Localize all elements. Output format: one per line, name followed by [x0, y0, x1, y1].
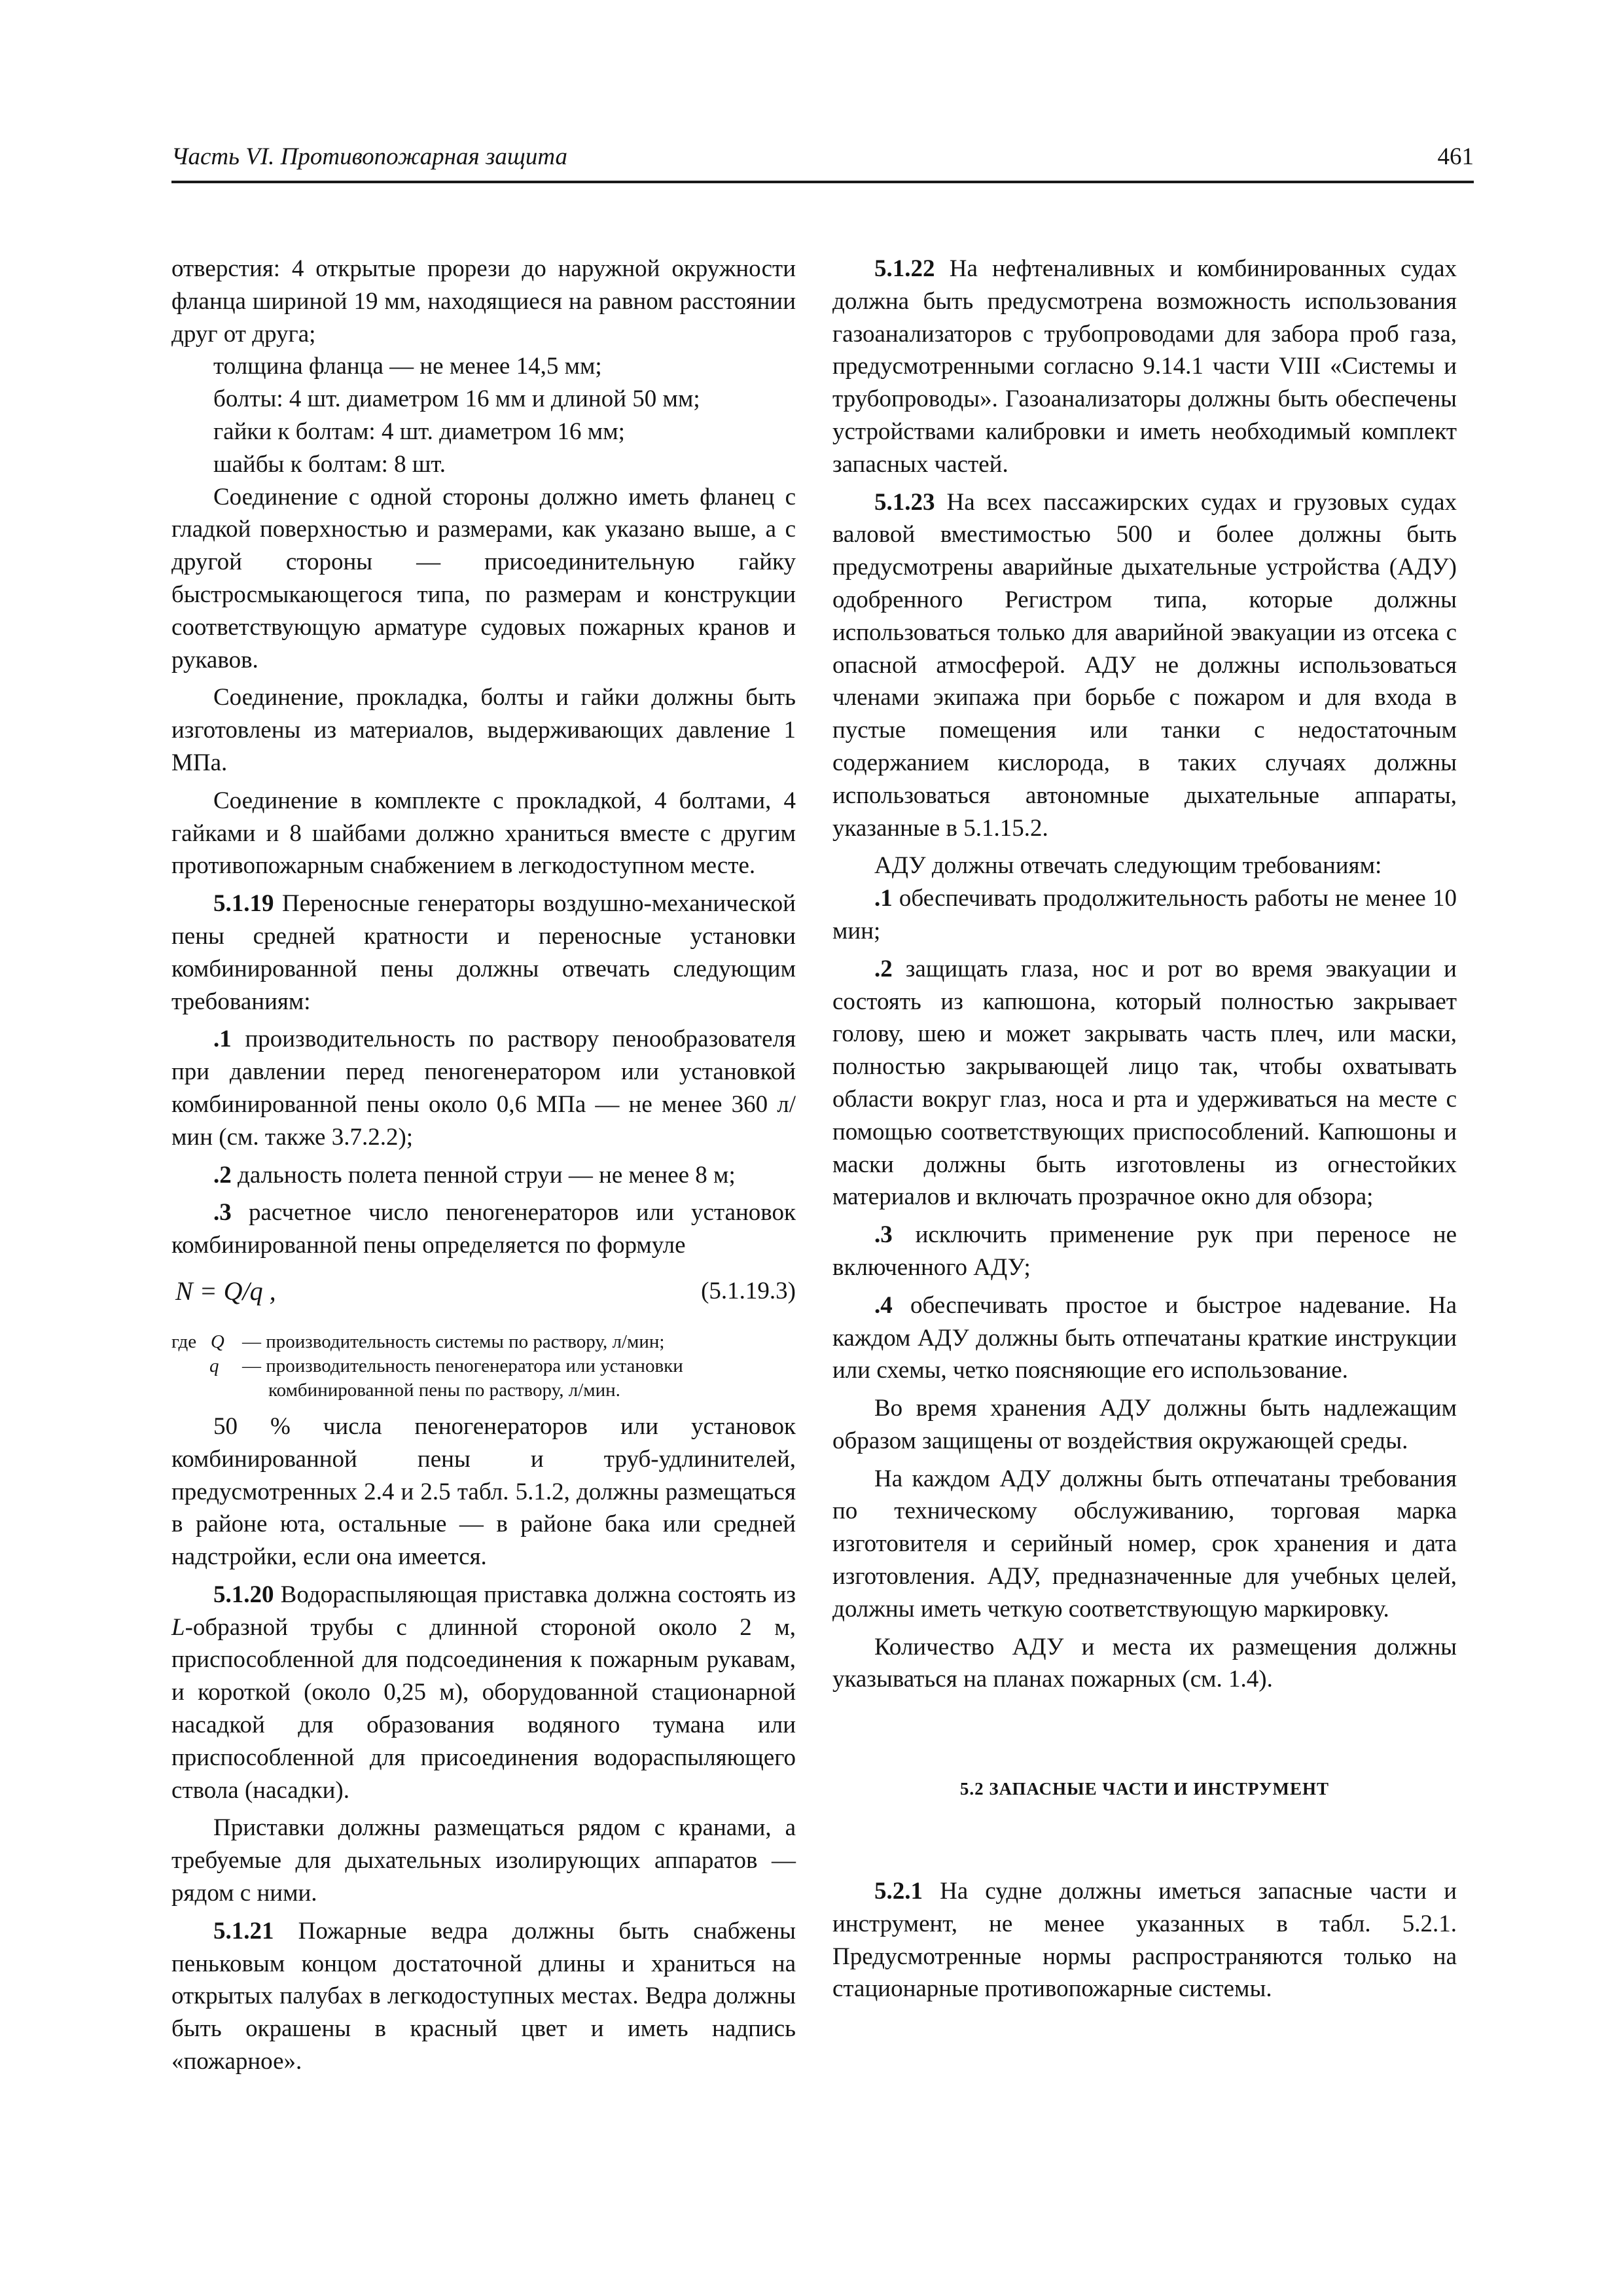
- item-number: .4: [874, 1291, 893, 1319]
- legend-symbol: Q: [210, 1331, 224, 1352]
- list-item: [171, 1196, 796, 1262]
- section-heading: 5.2 ЗАПАСНЫЕ ЧАСТИ И ИНСТРУМЕНТ: [959, 1779, 1330, 1799]
- section-number: 5.1.23: [874, 488, 935, 516]
- item-number: .1: [213, 1026, 232, 1053]
- section-5-2-1: [832, 1875, 1457, 2005]
- section-number: 5.1.22: [874, 255, 935, 282]
- item-text: исключить применение рук при переносе не включенного АДУ;: [832, 1221, 1457, 1281]
- list-item: [171, 1023, 796, 1153]
- formula-number: (5.1.19.3): [701, 1277, 796, 1304]
- item-text: дальность полета пенной струи — не менее 8 м;: [231, 1161, 736, 1189]
- item-number: .3: [874, 1221, 893, 1249]
- section-5-1-20: [171, 1579, 796, 1807]
- formula-legend: [171, 1330, 796, 1403]
- section-5-1-19: [171, 888, 796, 1018]
- formula-block: [171, 1271, 796, 1310]
- paragraph: шайбы к болтам: 8 шт.: [213, 450, 446, 478]
- paragraph: отверстия: 4 открытые прорези до наружной окружности фланца шириной 19 мм, находящиеся на равном расстоянии друг от друга;: [171, 255, 796, 348]
- section-5-1-23: [832, 486, 1457, 845]
- paragraph: 50 % числа пеногенераторов или установок комбинированной пены и труб-удлинителей, предусмотренных 2.4 и 2.5 табл. 5.1.2, должны размещаться в районе юта, остальные — в районе бака или средней надстройки, если она имеется.: [171, 1412, 796, 1571]
- section-text: На судне должны иметься запасные части и инструмент, не менее указанных в табл. 5.2.1. Предусмотренные нормы распространяются только на стационарные противопожарные системы.: [832, 1878, 1457, 2003]
- legend-text: комбинированной пены по раствору, л/мин.: [268, 1379, 620, 1401]
- header-title: Часть VI. Противопожарная защита: [171, 143, 568, 170]
- section-number: 5.1.19: [213, 890, 274, 918]
- section-5-1-22: [832, 253, 1457, 481]
- legend-text: — производительность системы по раствору, л/мин;: [242, 1331, 665, 1352]
- section-text: На всех пассажирских судах и грузовых судах валовой вместимостью 500 и более должны быть предусмотрены аварийные дыхательные устройства (АДУ) одобренного Регистром типа, которые должны использоваться только для аварийной эвакуации из отсека с опасной атмосферой. АДУ не должны использоваться членами экипажа при борьбе с пожаром и для входа в пустые помещения или танки с недостаточным содержанием кислорода, в таких случаях должны использоваться автономные дыхательные аппараты, указанные в 5.1.15.2.: [832, 488, 1457, 842]
- paragraph: гайки к болтам: 4 шт. диаметром 16 мм;: [213, 418, 625, 445]
- legend-text: — производительность пеногенератора или установки: [242, 1355, 683, 1376]
- item-number: .3: [213, 1199, 232, 1227]
- section-number: 5.1.20: [213, 1581, 274, 1608]
- item-text: производительность по раствору пенообразователя при давлении перед пеногенератором или установкой комбинированной пены около 0,6 МПа — не менее 360 л/мин (см. также 3.7.2.2);: [171, 1026, 796, 1151]
- paragraph: Приставки должны размещаться рядом с кранами, а требуемые для дыхательных изолирующих аппаратов — рядом с ними.: [171, 1814, 796, 1907]
- item-number: .2: [874, 955, 893, 982]
- list-item: [171, 1159, 796, 1192]
- paragraph: болты: 4 шт. диаметром 16 мм и длиной 50 мм;: [213, 386, 700, 413]
- section-text: -образной трубы с длинной стороной около 2 м, приспособленной для подсоединения к пожарным рукавам, и короткой (около 0,25 м), оборудованной стационарной насадкой для образования водяного тумана или приспособленной для присоединения водораспыляющего ствола (насадки).: [171, 1613, 796, 1804]
- paragraph: Соединение в комплекте с прокладкой, 4 болтами, 4 гайками и 8 шайбами должно храниться вместе с другим противопожарным снабжением в легкодоступном месте.: [171, 787, 796, 880]
- legend-where: где: [171, 1331, 197, 1352]
- item-text: защищать глаза, нос и рот во время эвакуации и состоять из капюшона, который полностью закрывает голову, шею и может закрывать часть плеч, или маски, полностью закрывающей лицо так, чтобы охватывать области вокруг глаз, носа и рта и удерживаться на месте с помощью соответствующих приспособлений. Капюшоны и маски должны быть изготовлены из огнестойких материалов и включать прозрачное окно для обзора;: [832, 955, 1457, 1211]
- paragraph: Количество АДУ и места их размещения должны указываться на планах пожарных (см. 1.4).: [832, 1633, 1457, 1693]
- paragraph: АДУ должны отвечать следующим требованиям:: [874, 852, 1382, 880]
- section-text: На нефтеналивных и комбинированных судах должна быть предусмотрена возможность использования газоанализаторов с трубопроводами для забора проб газа, предусмотренными согласно 9.14.1 части VIII «Системы и трубопроводы». Газоанализаторы должны быть обеспечены устройствами калибровки и иметь необходимый комплект запасных частей.: [832, 255, 1457, 478]
- item-text: обеспечивать простое и быстрое надевание. На каждом АДУ должны быть отпечатаны краткие инструкции или схемы, четко поясняющие его использование.: [832, 1291, 1457, 1384]
- formula: N = Q/q ,: [175, 1276, 276, 1306]
- section-5-1-21: [171, 1915, 796, 2078]
- paragraph: Соединение с одной стороны должно иметь фланец с гладкой поверхностью и размерами, как указано выше, а с другой стороны — присоединительную гайку быстросмыкающегося типа, по размерам и конструкции соответствующую арматуре судовых пожарных кранов и рукавов.: [171, 483, 796, 673]
- list-item: [832, 1219, 1457, 1284]
- paragraph: Во время хранения АДУ должны быть надлежащим образом защищены от воздействия окружающей среды.: [832, 1395, 1457, 1454]
- item-text: расчетное число пеногенераторов или установок комбинированной пены определяется по формуле: [171, 1199, 796, 1259]
- paragraph: толщина фланца — не менее 14,5 мм;: [213, 353, 602, 380]
- paragraph: Соединение, прокладка, болты и гайки должны быть изготовлены из материалов, выдерживающих давление 1 МПа.: [171, 684, 796, 776]
- item-number: .1: [874, 885, 893, 912]
- list-item: [832, 882, 1457, 948]
- legend-symbol: q: [209, 1355, 219, 1376]
- section-text: Пожарные ведра должны быть снабжены пеньковым концом достаточной длины и храниться на открытых палубах в легкодоступных местах. Ведра должны быть окрашены в красный цвет и иметь надпись «пожарное».: [171, 1917, 796, 2075]
- section-text: Переносные генераторы воздушно-механической пены средней кратности и переносные установки комбинированной пены должны отвечать следующим требованиям:: [171, 890, 796, 1015]
- section-number: 5.2.1: [874, 1878, 923, 1905]
- section-text-italic: L: [171, 1613, 185, 1641]
- item-text: обеспечивать продолжительность работы не менее 10 мин;: [832, 885, 1457, 944]
- running-header: [171, 143, 1474, 183]
- section-text: Водораспыляющая приставка должна состоять из: [274, 1581, 796, 1608]
- left-column: [171, 253, 796, 2078]
- page-number: 461: [1437, 143, 1474, 170]
- list-item: [832, 1289, 1457, 1387]
- section-number: 5.1.21: [213, 1917, 274, 1945]
- right-column: [832, 253, 1457, 2005]
- item-number: .2: [213, 1161, 232, 1189]
- list-item: [832, 953, 1457, 1213]
- paragraph: На каждом АДУ должны быть отпечатаны требования по техническому обслуживанию, торговая марка изготовителя и серийный номер, срок хранения и дата изготовления. АДУ, предназначенные для учебных целей, должны иметь четкую соответствующую маркировку.: [832, 1465, 1457, 1623]
